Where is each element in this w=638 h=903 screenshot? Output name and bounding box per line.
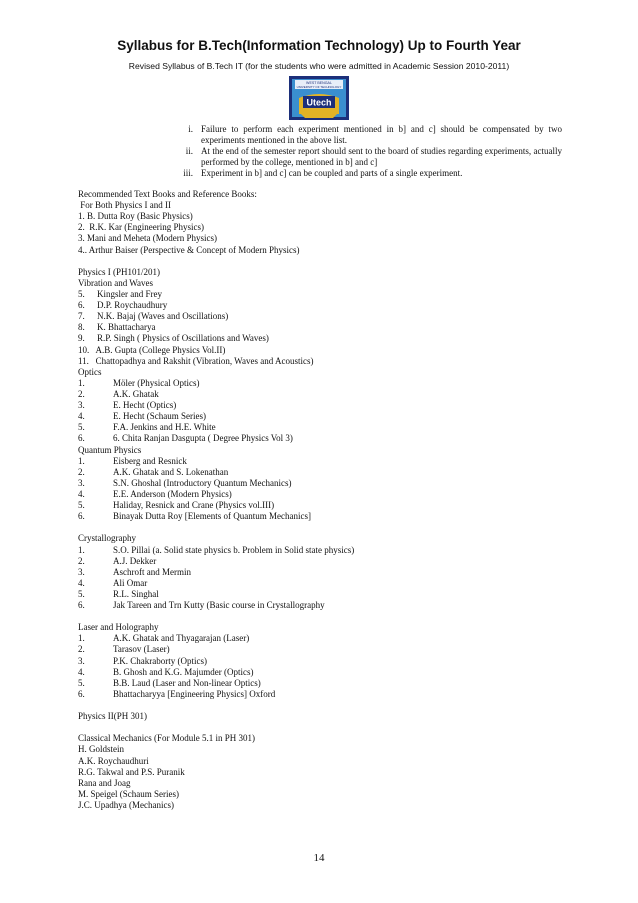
subsection-heading-quantum: Quantum Physics: [78, 444, 142, 455]
section-heading-physics-1: Physics I (PH101/201): [78, 266, 161, 277]
university-logo: [289, 76, 349, 120]
list-item: 1. Möler (Physical Optics): [78, 377, 200, 388]
list-item: M. Speigel (Schaum Series): [78, 788, 179, 799]
roman-numeral-list: [160, 124, 562, 179]
list-item: 5. Haliday, Resnick and Crane (Physics vol.III): [78, 500, 275, 511]
list-item: 3. Mani and Meheta (Modern Physics): [78, 233, 217, 244]
logo-text-mid: UNIVERSITY OF TECHNOLOGY: [296, 85, 342, 89]
list-item: H. Goldstein: [78, 744, 124, 755]
list-item: 8. K. Bhattacharya: [78, 322, 156, 333]
list-item: 4. B. Ghosh and K.G. Majumder (Optics): [78, 666, 254, 677]
section-heading-physics-2: Physics II(PH 301): [78, 711, 147, 722]
list-item: A.K. Roychaudhuri: [78, 755, 149, 766]
list-item: 4. E. Hecht (Schaum Series): [78, 411, 206, 422]
document-body: [78, 189, 568, 811]
list-item: 3. P.K. Chakraborty (Optics): [78, 655, 207, 666]
books-subheading: For Both Physics I and II: [78, 200, 171, 211]
list-item: 6. Bhattacharyya [Engineering Physics] Oxford: [78, 688, 276, 699]
list-item: 1. B. Dutta Roy (Basic Physics): [78, 211, 193, 222]
subsection-heading-laser: Laser and Holography: [78, 622, 159, 633]
list-item: 2. R.K. Kar (Engineering Physics): [78, 222, 204, 233]
list-item: 1. S.O. Pillai (a. Solid state physics b. Problem in Solid state physics): [78, 544, 355, 555]
list-item: 3. E. Hecht (Optics): [78, 400, 177, 411]
list-item: J.C. Upadhya (Mechanics): [78, 800, 174, 811]
list-item: i. Failure to perform each experiment mentioned in b] and c] should be compensated by two experiments mentioned in the above list.: [188, 124, 562, 145]
list-item: iii. Experiment in b] and c] can be coupled and parts of a single experiment.: [183, 168, 463, 178]
books-heading: Recommended Text Books and Reference Books:: [78, 189, 257, 199]
subsection-heading-vibration: Vibration and Waves: [78, 277, 154, 288]
list-item: 6. 6. Chita Ranjan Dasgupta ( Degree Physics Vol 3): [78, 433, 293, 444]
list-item: 9. R.P. Singh ( Physics of Oscillations and Waves): [78, 333, 269, 344]
document-subtitle: Revised Syllabus of B.Tech IT (for the students who were admitted in Academic Session 2010-2011): [128, 61, 510, 71]
list-item: 6. Jak Tareen and Trn Kutty (Basic course in Crystallography: [78, 600, 325, 611]
list-item: 5. Kingsler and Frey: [78, 288, 162, 299]
page-number: 14: [313, 852, 325, 864]
subsection-heading-classical-mechanics: Classical Mechanics (For Module 5.1 in PH 301): [78, 733, 255, 744]
list-item: 4.. Arthur Baiser (Perspective & Concept of Modern Physics): [78, 244, 300, 255]
list-item: 4. Ali Omar: [78, 577, 148, 588]
list-item: 6. Binayak Dutta Roy [Elements of Quantum Mechanics]: [78, 511, 311, 522]
list-item: 4. E.E. Anderson (Modern Physics): [78, 488, 232, 499]
list-item: 5. R.L. Singhal: [78, 588, 159, 599]
list-item: 3. S.N. Ghoshal (Introductory Quantum Mechanics): [78, 477, 292, 488]
list-item: 11. Chattopadhya and Rakshit (Vibration, Waves and Acoustics): [78, 355, 314, 366]
document-title: Syllabus for B.Tech(Information Technology) Up to Fourth Year: [117, 38, 521, 53]
list-item: 1. Eisberg and Resnick: [78, 455, 187, 466]
list-item: 2. A.K. Ghatak and S. Lokenathan: [78, 466, 229, 477]
list-item: 2. Tarasov (Laser): [78, 644, 170, 655]
subsection-heading-optics: Optics: [78, 366, 102, 377]
list-item: 5. B.B. Laud (Laser and Non-linear Optics): [78, 677, 261, 688]
list-item: 1. A.K. Ghatak and Thyagarajan (Laser): [78, 633, 250, 644]
list-item: 3. Aschroft and Mermin: [78, 566, 191, 577]
list-item: 6. D.P. Roychaudhury: [78, 300, 168, 311]
list-item: 7. N.K. Bajaj (Waves and Oscillations): [78, 311, 229, 322]
list-item: 2. A.K. Ghatak: [78, 388, 159, 399]
list-item: Rana and Joag: [78, 777, 131, 788]
subsection-heading-crystallography: Crystallography: [78, 533, 136, 544]
logo-text-main: Utech: [306, 97, 332, 108]
logo-text-top: WEST BENGAL: [306, 81, 332, 85]
list-item: 10. A.B. Gupta (College Physics Vol.II): [78, 344, 226, 355]
list-item: R.G. Takwal and P.S. Puranik: [78, 766, 185, 777]
list-item: ii. At the end of the semester report should sent to the board of studies regarding experiments, actually performed by the college, mentioned in b] and c]: [185, 146, 562, 167]
list-item: 2. A.J. Dekker: [78, 555, 157, 566]
list-item: 5. F.A. Jenkins and H.E. White: [78, 422, 216, 433]
